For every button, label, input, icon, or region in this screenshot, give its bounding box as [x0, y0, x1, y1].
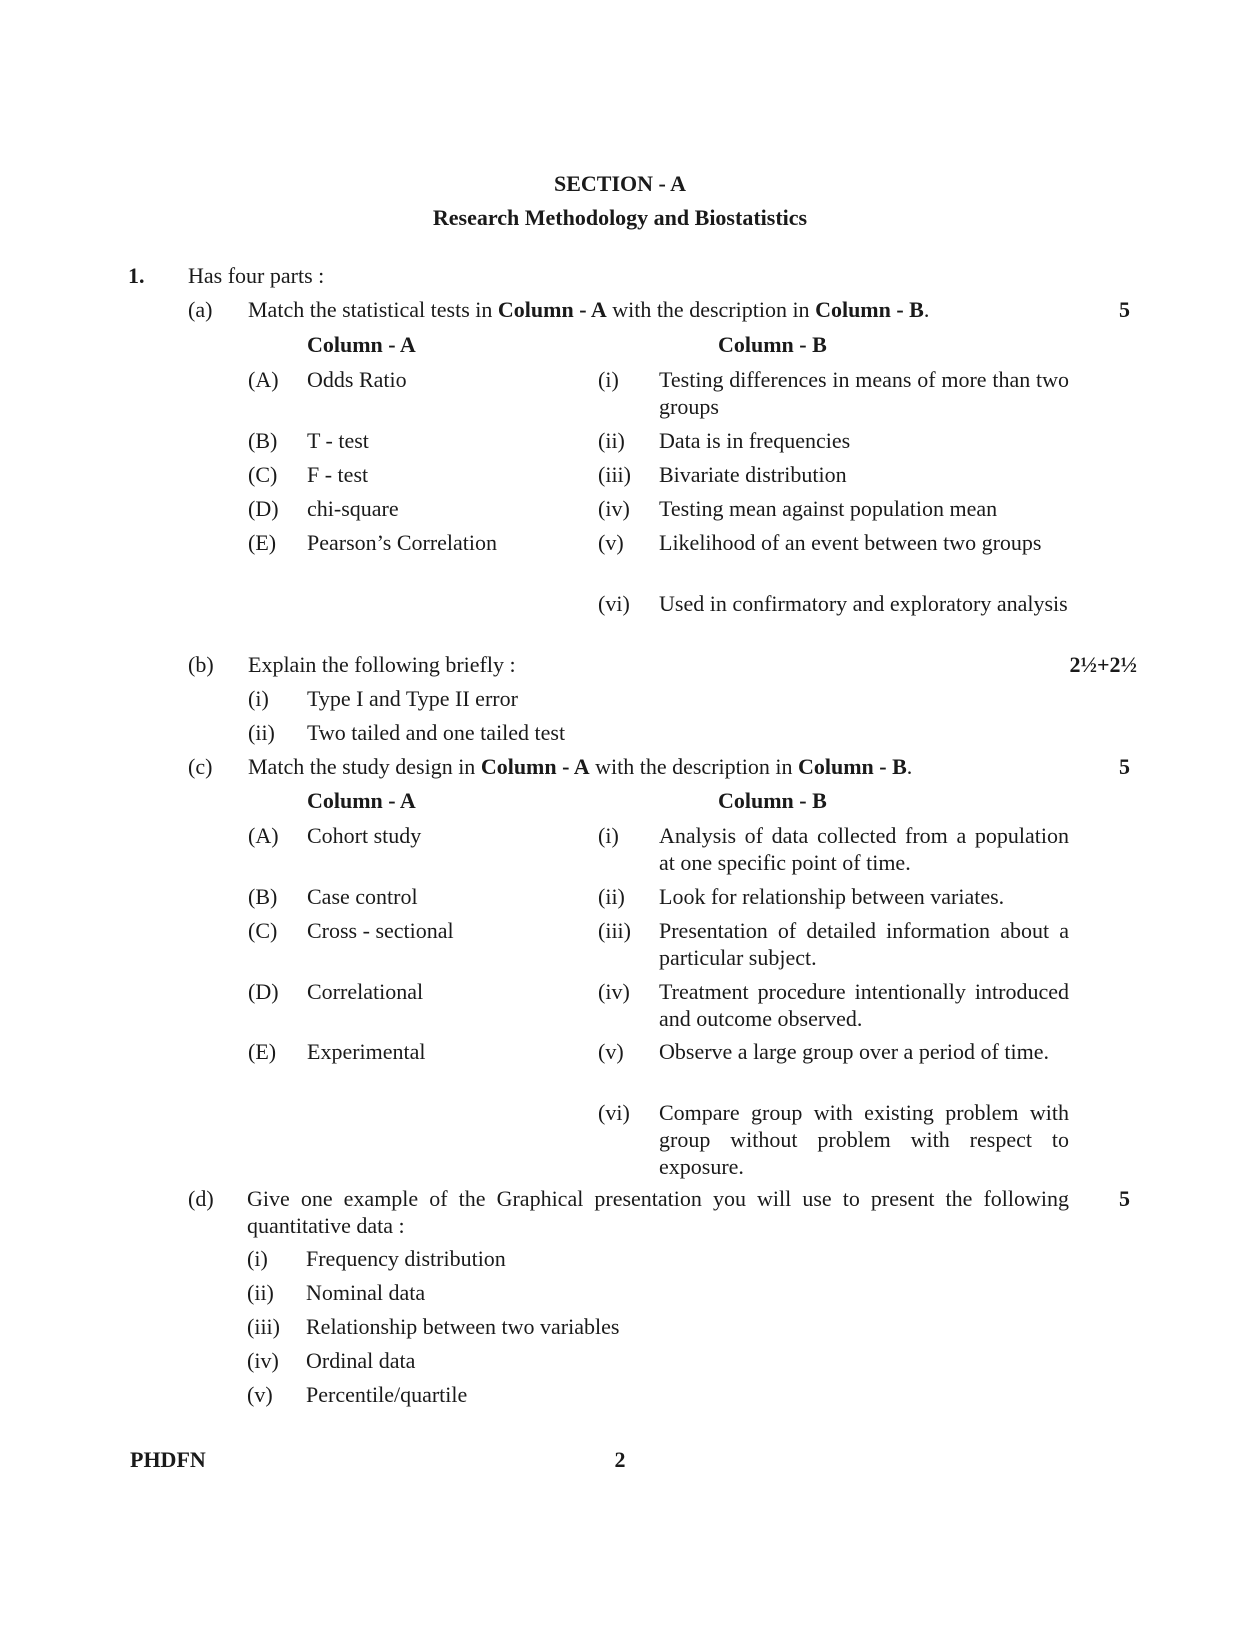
part-c-col-b-label: (v) — [598, 1039, 624, 1064]
part-b-instruction: Explain the following briefly : — [248, 652, 516, 677]
part-c-col-b-text: Compare group with existing problem with group without problem with respect to exposure. — [659, 1100, 1069, 1179]
part-c-col-a-text: Experimental — [307, 1039, 426, 1064]
part-a-col-b-text: Testing mean against population mean — [659, 496, 998, 521]
part-c-col-b-label: (vi) — [598, 1100, 630, 1125]
part-a-col-b-text: Bivariate distribution — [659, 462, 847, 487]
part-a-col-a-label: (B) — [248, 428, 278, 453]
part-a-col-b-text: Data is in frequencies — [659, 428, 851, 453]
part-d-item-label: (iv) — [247, 1348, 279, 1373]
part-a-column-b-header: Column - B — [718, 332, 827, 357]
part-b-label: (b) — [188, 652, 214, 677]
part-c-col-b-text: Observe a large group over a period of time. — [659, 1039, 1049, 1064]
part-c-col-a-text: Correlational — [307, 979, 424, 1004]
part-b-item-text: Two tailed and one tailed test — [307, 720, 566, 745]
part-d-instruction: Give one example of the Graphical presentation you will use to present the following quantitative data : — [247, 1186, 1069, 1238]
part-a-col-a-text: Odds Ratio — [307, 367, 407, 392]
part-c-col-b-text: Treatment procedure intentionally introduced and outcome observed. — [659, 979, 1069, 1031]
part-a-col-b-text: Likelihood of an event between two groups — [659, 530, 1042, 555]
part-d-marks: 5 — [1119, 1186, 1130, 1211]
part-a-col-b-label: (v) — [598, 530, 624, 555]
part-a-marks: 5 — [1119, 297, 1130, 322]
footer-paper-code: PHDFN — [130, 1447, 206, 1472]
part-c-col-b-label: (i) — [598, 823, 619, 848]
part-c-col-b-label: (iii) — [598, 918, 631, 943]
part-b-item-label: (ii) — [248, 720, 275, 745]
part-c-col-b-label: (iv) — [598, 979, 630, 1004]
part-a-col-b-label: (i) — [598, 367, 619, 392]
part-c-col-b-label: (ii) — [598, 884, 625, 909]
part-d-label: (d) — [188, 1186, 214, 1211]
part-c-marks: 5 — [1119, 754, 1130, 779]
part-d-item-label: (ii) — [247, 1280, 274, 1305]
part-d-item-text: Frequency distribution — [306, 1246, 506, 1271]
part-a-col-a-text: T - test — [307, 428, 369, 453]
part-c-col-b-text: Analysis of data collected from a population at one specific point of time. — [659, 823, 1069, 875]
part-d-item-label: (v) — [247, 1382, 273, 1407]
part-a-column-a-header: Column - A — [307, 332, 416, 357]
part-d-item-text: Percentile/quartile — [306, 1382, 468, 1407]
part-d-item-text: Nominal data — [306, 1280, 426, 1305]
part-c-column-a-header: Column - A — [307, 788, 416, 813]
part-a-col-a-label: (C) — [248, 462, 278, 487]
part-c-column-b-header: Column - B — [718, 788, 827, 813]
part-c-col-a-label: (E) — [248, 1039, 277, 1064]
part-c-col-a-label: (A) — [248, 823, 279, 848]
part-a-col-a-label: (A) — [248, 367, 279, 392]
part-c-col-a-text: Case control — [307, 884, 418, 909]
footer-page-number: 2 — [614, 1447, 626, 1472]
part-a-col-b-label: (iv) — [598, 496, 630, 521]
part-a-col-a-text: chi-square — [307, 496, 399, 521]
part-d-item-text: Ordinal data — [306, 1348, 416, 1373]
part-c-col-a-text: Cross - sectional — [307, 918, 454, 943]
part-d-item-label: (iii) — [247, 1314, 280, 1339]
part-c-col-b-text: Presentation of detailed information about a particular subject. — [659, 918, 1069, 970]
part-c-col-a-text: Cohort study — [307, 823, 422, 848]
part-c-col-a-label: (B) — [248, 884, 278, 909]
part-a-col-a-text: Pearson’s Correlation — [307, 530, 498, 555]
part-a-col-b-text: Used in confirmatory and exploratory analysis — [659, 591, 1068, 616]
section-title: SECTION - A — [553, 171, 687, 196]
part-a-col-a-label: (D) — [248, 496, 279, 521]
question-number: 1. — [128, 263, 145, 288]
part-a-col-b-text: Testing differences in means of more than two groups — [659, 367, 1069, 419]
part-c-col-a-label: (D) — [248, 979, 279, 1004]
part-a-col-b-label: (ii) — [598, 428, 625, 453]
part-a-instruction: Match the statistical tests in Column - A with the description in Column - B. — [248, 297, 930, 322]
part-c-instruction: Match the study design in Column - A with the description in Column - B. — [248, 754, 913, 779]
section-subtitle: Research Methodology and Biostatistics — [432, 205, 808, 230]
part-c-col-b-text: Look for relationship between variates. — [659, 884, 1005, 909]
question-intro: Has four parts : — [188, 263, 325, 288]
part-d-item-text: Relationship between two variables — [306, 1314, 620, 1339]
part-a-col-a-label: (E) — [248, 530, 277, 555]
part-a-col-a-text: F - test — [307, 462, 369, 487]
part-d-item-label: (i) — [247, 1246, 268, 1271]
part-a-col-b-label: (iii) — [598, 462, 631, 487]
part-c-col-a-label: (C) — [248, 918, 278, 943]
part-b-item-label: (i) — [248, 686, 269, 711]
part-a-label: (a) — [188, 297, 213, 322]
part-b-item-text: Type I and Type II error — [307, 686, 518, 711]
part-b-marks: 2½+2½ — [1069, 652, 1137, 677]
part-a-col-b-label: (vi) — [598, 591, 630, 616]
part-c-label: (c) — [188, 754, 213, 779]
